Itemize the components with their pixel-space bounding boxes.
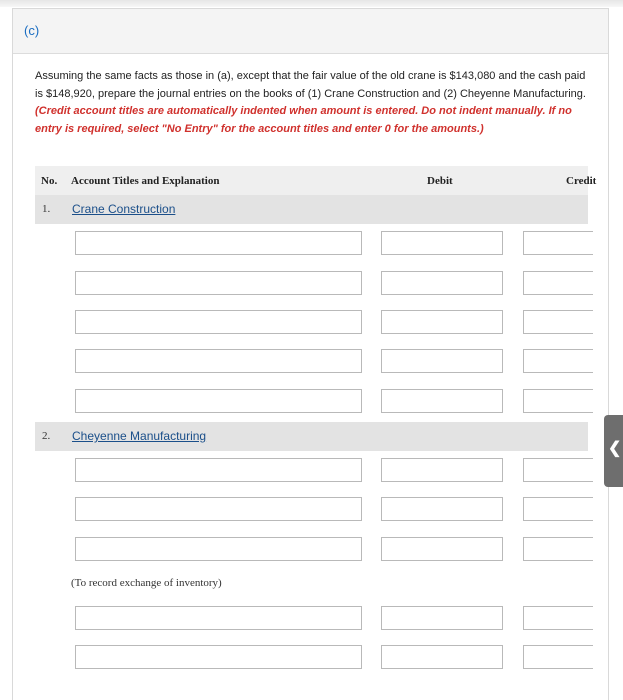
account-title-input[interactable] <box>75 606 362 630</box>
part-header <box>13 9 608 54</box>
debit-input[interactable] <box>381 231 503 255</box>
debit-input[interactable] <box>381 537 503 561</box>
top-divider <box>0 0 623 7</box>
account-title-input[interactable] <box>75 310 362 334</box>
journal-table-header <box>35 166 597 196</box>
side-panel-toggle[interactable] <box>604 415 623 487</box>
account-title-input[interactable] <box>75 271 362 295</box>
account-title-input[interactable] <box>75 349 362 373</box>
credit-input[interactable] <box>523 231 593 255</box>
question-instructions <box>35 68 591 138</box>
debit-input[interactable] <box>381 606 503 630</box>
chevron-left-icon: ❮ <box>608 440 622 457</box>
header-debit: Debit <box>427 175 453 187</box>
credit-input[interactable] <box>523 497 593 521</box>
credit-input[interactable] <box>523 349 593 373</box>
account-title-input[interactable] <box>75 458 362 482</box>
account-title-input[interactable] <box>75 231 362 255</box>
debit-input[interactable] <box>381 389 503 413</box>
account-title-input[interactable] <box>75 497 362 521</box>
account-title-input[interactable] <box>75 389 362 413</box>
section-crane-construction <box>35 195 588 224</box>
debit-input[interactable] <box>381 271 503 295</box>
section-cheyenne-manufacturing <box>35 422 588 451</box>
credit-input[interactable] <box>523 537 593 561</box>
debit-input[interactable] <box>381 645 503 669</box>
section-name-link[interactable]: Cheyenne Manufacturing <box>72 429 207 443</box>
account-title-input[interactable] <box>75 537 362 561</box>
instructions-note: (Credit account titles are automatically indented when amount is entered. Do not indent manually. If no entry is required, select "No Entry" for the account titles and enter 0 for the amounts.) <box>35 105 572 135</box>
instructions-text: Assuming the same facts as those in (a), except that the fair value of the old crane is $143,080 and the cash paid is $148,920, prepare the journal entries on the books of (1) Crane Construction and (2) Cheyenne Manufacturing. <box>35 70 586 100</box>
credit-input[interactable] <box>523 389 593 413</box>
debit-input[interactable] <box>381 349 503 373</box>
debit-input[interactable] <box>381 310 503 334</box>
credit-input[interactable] <box>523 458 593 482</box>
section-number: 1. <box>42 203 51 215</box>
header-account-titles: Account Titles and Explanation <box>71 175 220 187</box>
section-name-link[interactable]: Crane Construction <box>72 202 176 216</box>
credit-input[interactable] <box>523 310 593 334</box>
credit-input[interactable] <box>523 271 593 295</box>
entry-memo: (To record exchange of inventory) <box>71 577 222 589</box>
credit-input[interactable] <box>523 606 593 630</box>
debit-input[interactable] <box>381 497 503 521</box>
section-number: 2. <box>42 430 51 442</box>
part-label: (c) <box>24 23 40 38</box>
header-credit: Credit <box>566 175 597 187</box>
account-title-input[interactable] <box>75 645 362 669</box>
header-no: No. <box>41 175 58 187</box>
question-card <box>12 8 609 700</box>
credit-input[interactable] <box>523 645 593 669</box>
debit-input[interactable] <box>381 458 503 482</box>
